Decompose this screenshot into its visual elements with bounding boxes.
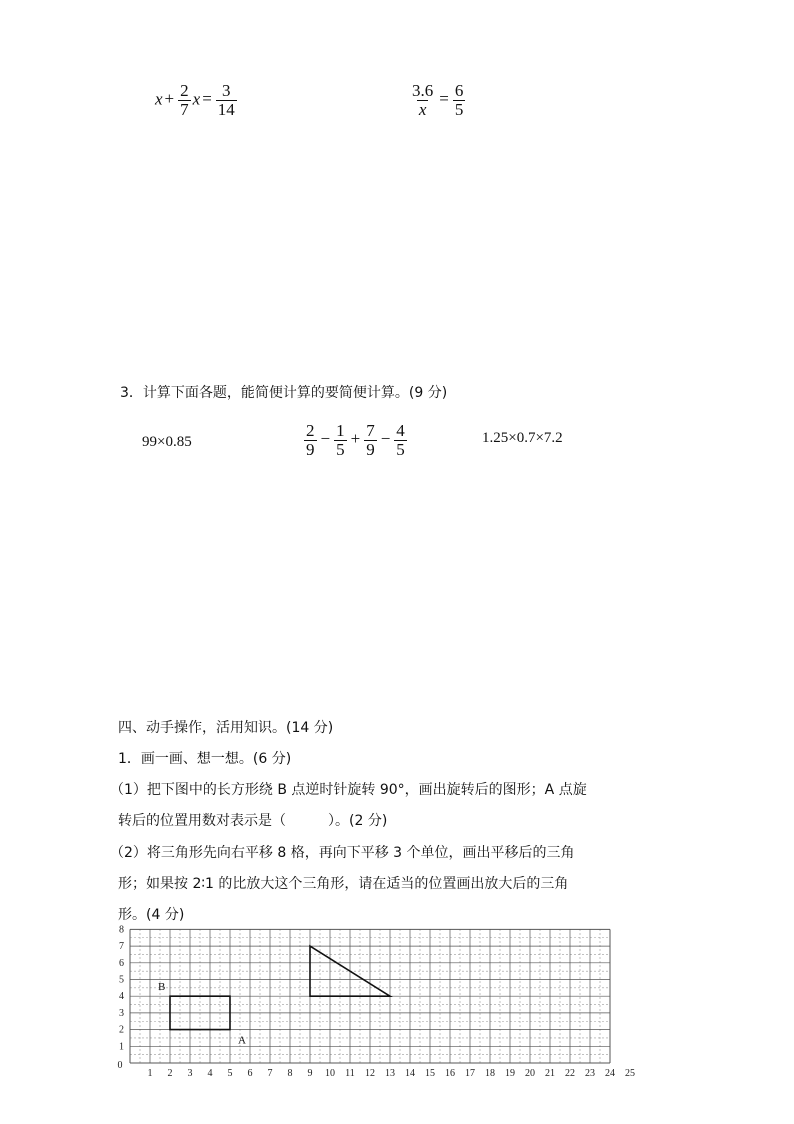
coordinate-grid — [100, 920, 660, 1084]
p2-c-denominator: 9 — [366, 440, 375, 459]
x-tick-label: 21 — [545, 1068, 555, 1079]
x-tick-label: 9 — [307, 1068, 313, 1079]
eq2-fraction-2 — [453, 82, 466, 119]
x-tick-label: 5 — [227, 1068, 233, 1079]
problem-2 — [302, 422, 409, 459]
x-tick-label: 24 — [605, 1068, 615, 1079]
y-tick-label: 8 — [119, 924, 124, 936]
x-tick-label: 16 — [445, 1068, 455, 1079]
sub-question-2-line-2: 形；如果按 2∶1 的比放大这个三角形，请在适当的位置画出放大后的三角 — [118, 876, 569, 892]
section4-heading: 四、动手操作，活用知识。(14 分) — [118, 720, 334, 736]
y-tick-label: 3 — [119, 1007, 124, 1019]
x-tick-label: 13 — [385, 1068, 395, 1079]
x-tick-label: 19 — [505, 1068, 515, 1079]
y-tick-label: 6 — [119, 957, 124, 969]
eq1-equals: = — [202, 89, 212, 109]
eq2-f2-numerator: 6 — [454, 81, 464, 100]
eq2-f2-denominator: 5 — [454, 100, 464, 119]
equation-1 — [155, 82, 239, 119]
p2-b-denominator: 5 — [336, 440, 345, 459]
eq1-f2-numerator: 3 — [222, 81, 231, 100]
problem-1: 99×0.85 — [142, 434, 192, 450]
grid-svg — [100, 920, 660, 1080]
x-tick-label: 17 — [465, 1068, 475, 1079]
y-tick-label: 5 — [119, 974, 124, 986]
eq1-x2: x — [192, 89, 201, 109]
eq1-f1-numerator: 2 — [180, 81, 189, 100]
x-tick-label: 2 — [167, 1068, 173, 1079]
y-tick-label: 7 — [119, 941, 124, 953]
eq2-f1-denominator: x — [418, 100, 427, 119]
x-tick-label: 3 — [187, 1068, 193, 1079]
p2-fraction-b — [334, 422, 347, 459]
x-tick-label: 1 — [147, 1068, 153, 1079]
eq2-equals: = — [439, 89, 449, 109]
p2-a-numerator: 2 — [306, 421, 315, 440]
x-tick-label: 25 — [625, 1068, 635, 1079]
section3-heading: 3．计算下面各题，能简便计算的要简便计算。(9 分) — [120, 385, 448, 401]
x-tick-label: 7 — [267, 1068, 273, 1079]
sub-question-1-line-2: 转后的位置用数对表示是（ ）。(2 分) — [118, 813, 388, 829]
x-tick-label: 11 — [345, 1068, 355, 1079]
y-tick-label: 1 — [119, 1041, 124, 1053]
sub-question-1-line-1: （1）把下图中的长方形绕 B 点逆时针旋转 90°，画出旋转后的图形；A 点旋 — [110, 782, 587, 798]
y-tick-label: 2 — [119, 1024, 124, 1036]
y-tick-label: 4 — [119, 991, 124, 1003]
p2-d-denominator: 5 — [396, 440, 405, 459]
point-label-a: A — [238, 1034, 246, 1047]
p2-b-numerator: 1 — [336, 421, 345, 440]
x-tick-label: 15 — [425, 1068, 435, 1079]
origin-label: 0 — [117, 1060, 123, 1071]
p2-c-numerator: 7 — [366, 421, 375, 440]
x-tick-label: 6 — [247, 1068, 253, 1079]
x-tick-label: 14 — [405, 1068, 415, 1079]
question-1: 1．画一画、想一想。(6 分) — [118, 751, 292, 767]
problem-3: 1.25×0.7×7.2 — [482, 430, 563, 446]
eq1-f2-denominator: 14 — [217, 100, 235, 119]
p2-fraction-a — [304, 422, 317, 459]
eq1-fraction-1 — [178, 82, 191, 119]
x-tick-label: 4 — [207, 1068, 213, 1079]
x-tick-label: 12 — [365, 1068, 375, 1079]
p2-op-2: + — [350, 429, 361, 449]
x-tick-label: 18 — [485, 1068, 495, 1079]
equation-2 — [408, 82, 467, 119]
x-tick-label: 10 — [325, 1068, 335, 1079]
p2-op-3: − — [380, 429, 391, 449]
point-label-b: B — [158, 981, 166, 994]
x-tick-label: 22 — [565, 1068, 575, 1079]
eq2-fraction-1 — [410, 82, 435, 119]
p2-op-1: − — [320, 429, 331, 449]
p2-fraction-d — [394, 422, 407, 459]
p2-d-numerator: 4 — [396, 421, 405, 440]
sub-question-2-line-3: 形。(4 分) — [118, 907, 185, 923]
p2-fraction-c — [364, 422, 377, 459]
eq2-f1-numerator: 3.6 — [412, 81, 434, 100]
x-tick-label: 8 — [287, 1068, 293, 1079]
eq1-plus: + — [164, 89, 175, 109]
eq1-x: x — [155, 89, 163, 109]
x-tick-label: 23 — [585, 1068, 595, 1079]
x-tick-label: 20 — [525, 1068, 535, 1079]
p2-a-denominator: 9 — [306, 440, 315, 459]
eq1-fraction-2 — [216, 82, 237, 119]
eq1-f1-denominator: 7 — [180, 100, 189, 119]
sub-question-2-line-1: （2）将三角形先向右平移 8 格，再向下平移 3 个单位，画出平移后的三角 — [110, 845, 575, 861]
